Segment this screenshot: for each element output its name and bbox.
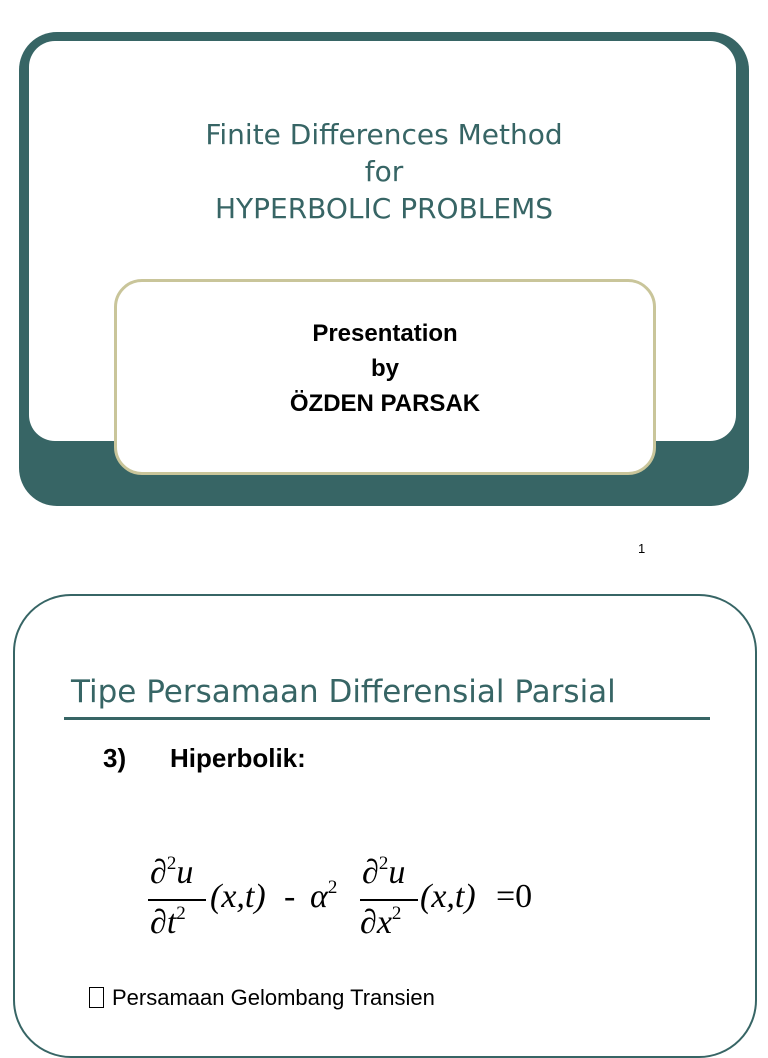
author-line: Presentation xyxy=(312,320,458,347)
variable-t: t xyxy=(166,904,177,941)
partial-symbol: ∂ xyxy=(362,854,379,891)
partial-symbol: ∂ xyxy=(360,904,377,941)
bullet-text: Persamaan Gelombang Transien xyxy=(112,985,435,1010)
equals-zero: =0 xyxy=(496,878,533,915)
exponent: 2 xyxy=(378,853,389,874)
bullet-box-icon xyxy=(89,987,104,1008)
minus-sign: - xyxy=(284,878,296,915)
numerator-2 xyxy=(362,854,405,892)
variable-x: x xyxy=(376,904,392,941)
variable-u: u xyxy=(388,854,406,891)
presentation-title xyxy=(19,116,749,227)
function-args: (x,t) xyxy=(210,878,266,915)
exponent: 2 xyxy=(391,903,402,924)
title-line: Finite Differences Method xyxy=(205,118,563,151)
slide-title: Tipe Persamaan Differensial Parsial xyxy=(71,674,616,710)
author-line: by xyxy=(370,355,399,382)
alpha-term xyxy=(310,878,337,916)
title-line: for xyxy=(364,155,404,188)
exponent: 2 xyxy=(176,903,186,924)
exponent: 2 xyxy=(327,877,338,898)
denominator-2 xyxy=(360,904,401,942)
title-underline xyxy=(64,717,710,720)
list-number: 3) xyxy=(103,743,127,773)
partial-symbol: ∂ xyxy=(150,904,167,941)
title-line: HYPERBOLIC PROBLEMS xyxy=(214,192,554,225)
page-number: 1 xyxy=(638,541,646,556)
function-args: (x,t) xyxy=(420,878,476,915)
fraction-bar xyxy=(360,899,418,901)
bullet-item xyxy=(89,985,435,1011)
alpha-symbol: α xyxy=(310,878,328,915)
title-slide xyxy=(19,32,749,506)
exponent: 2 xyxy=(166,853,177,874)
author-box xyxy=(114,279,656,475)
numerator-1 xyxy=(150,854,193,892)
variable-u: u xyxy=(176,854,194,891)
denominator-1 xyxy=(150,904,186,942)
fraction-bar xyxy=(148,899,206,901)
author-name: ÖZDEN PARSAK xyxy=(289,390,481,417)
list-label: Hiperbolik: xyxy=(170,743,306,773)
partial-symbol: ∂ xyxy=(150,854,167,891)
